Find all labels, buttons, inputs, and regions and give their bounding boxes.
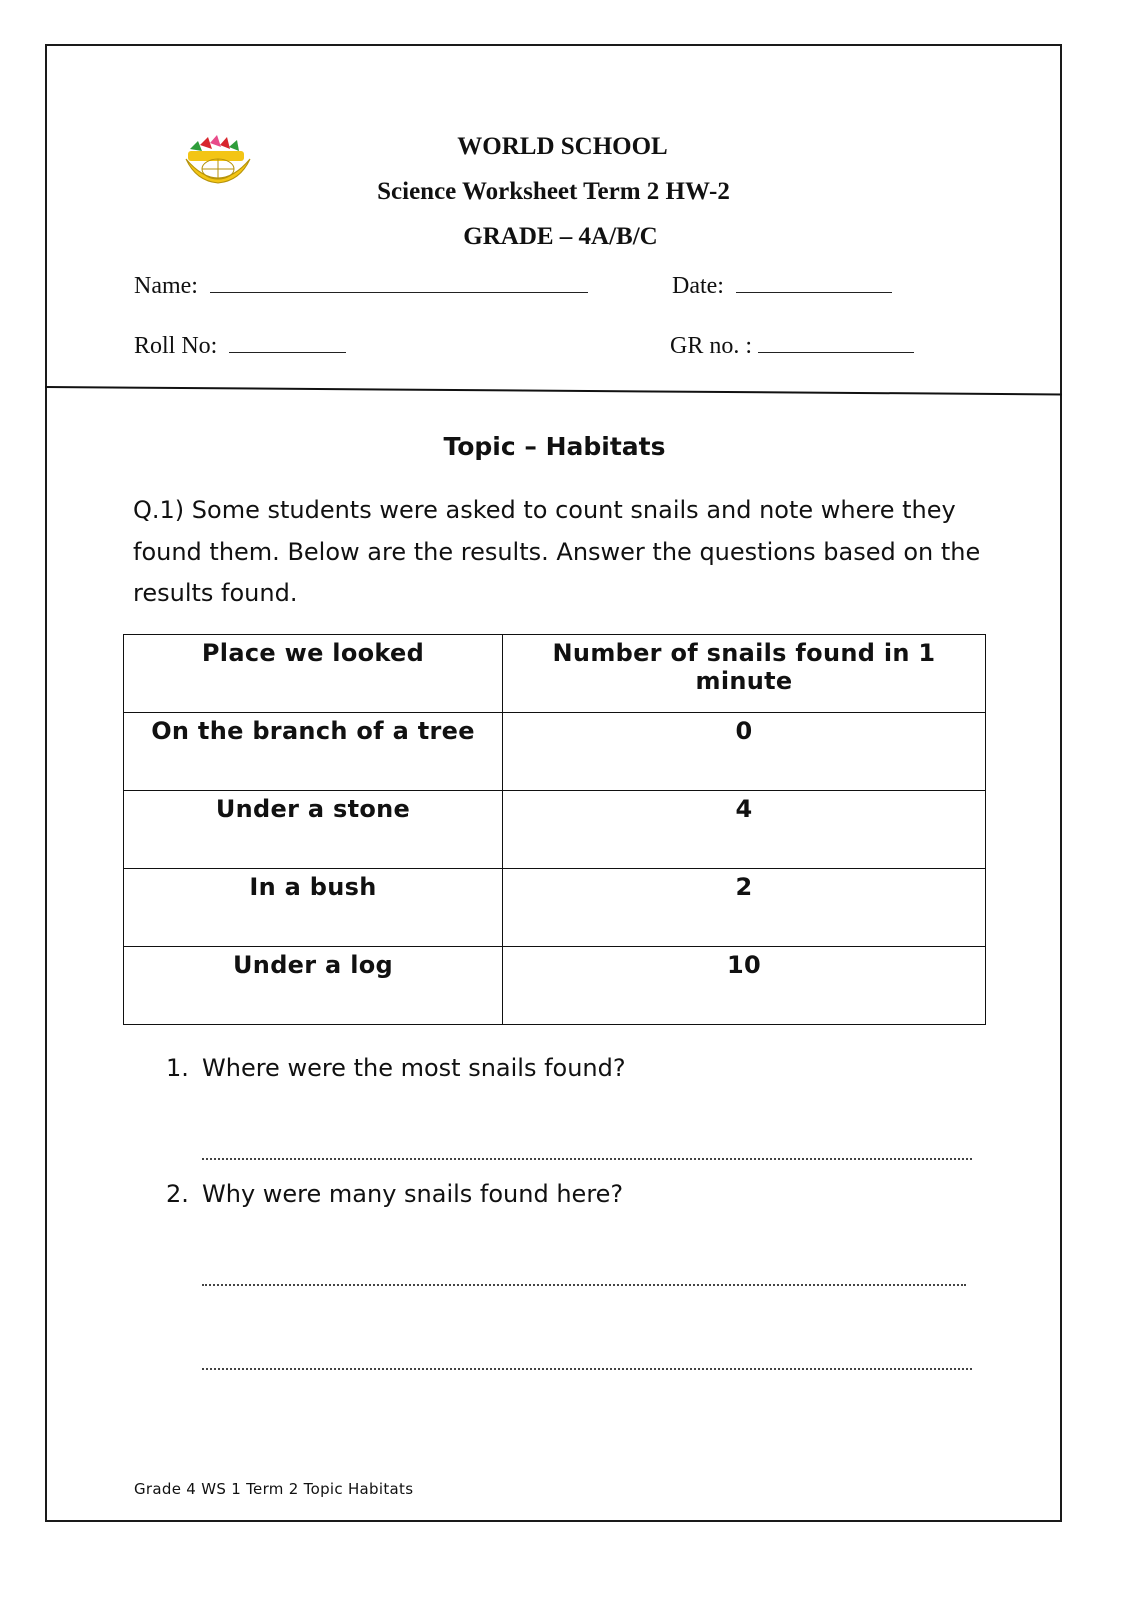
table-header-cell: Number of snails found in 1 minute: [503, 635, 986, 713]
count-cell: 4: [503, 791, 986, 869]
name-label: Name:: [134, 273, 198, 299]
question-1: [166, 1054, 626, 1082]
place-cell: In a bush: [124, 869, 503, 947]
table-row: [124, 791, 986, 869]
question-number: 2.: [166, 1180, 189, 1208]
worksheet-title: Science Worksheet Term 2 HW-2: [377, 178, 730, 205]
question-2: [166, 1180, 623, 1208]
answer-line-3[interactable]: [202, 1368, 972, 1370]
table-row: [124, 713, 986, 791]
topic-heading: Topic – Habitats: [443, 432, 666, 461]
table-row: [124, 947, 986, 1025]
count-cell: 0: [503, 713, 986, 791]
gr-blank[interactable]: [758, 330, 914, 353]
name-blank[interactable]: [210, 270, 588, 293]
results-table: [123, 634, 986, 1025]
grade-label: GRADE – 4A/B/C: [463, 223, 658, 250]
date-label: Date:: [672, 273, 724, 299]
roll-label: Roll No:: [134, 333, 218, 359]
footer-text: Grade 4 WS 1 Term 2 Topic Habitats: [134, 1480, 414, 1498]
table-header-cell: Place we looked: [124, 635, 503, 713]
name-field[interactable]: [134, 270, 588, 300]
date-blank[interactable]: [736, 270, 892, 293]
count-cell: 2: [503, 869, 986, 947]
school-name: WORLD SCHOOL: [457, 133, 668, 160]
table-row: [124, 869, 986, 947]
table-header-row: [124, 635, 986, 713]
question-intro: Q.1) Some students were asked to count snails and note where they found them. Below are the results. Answer the questions based on the results found.: [133, 496, 981, 607]
question-text: Why were many snails found here?: [202, 1180, 624, 1208]
roll-blank[interactable]: [229, 330, 346, 353]
place-cell: On the branch of a tree: [124, 713, 503, 791]
date-field[interactable]: [672, 270, 892, 300]
answer-line-2[interactable]: [202, 1284, 966, 1286]
question-text: Where were the most snails found?: [202, 1054, 626, 1082]
roll-field[interactable]: [134, 330, 346, 360]
question-number: 1.: [166, 1054, 189, 1082]
gr-label: GR no. :: [670, 333, 753, 359]
gr-field[interactable]: [670, 330, 914, 360]
place-cell: Under a log: [124, 947, 503, 1025]
place-cell: Under a stone: [124, 791, 503, 869]
answer-line-1[interactable]: [202, 1158, 972, 1160]
count-cell: 10: [503, 947, 986, 1025]
